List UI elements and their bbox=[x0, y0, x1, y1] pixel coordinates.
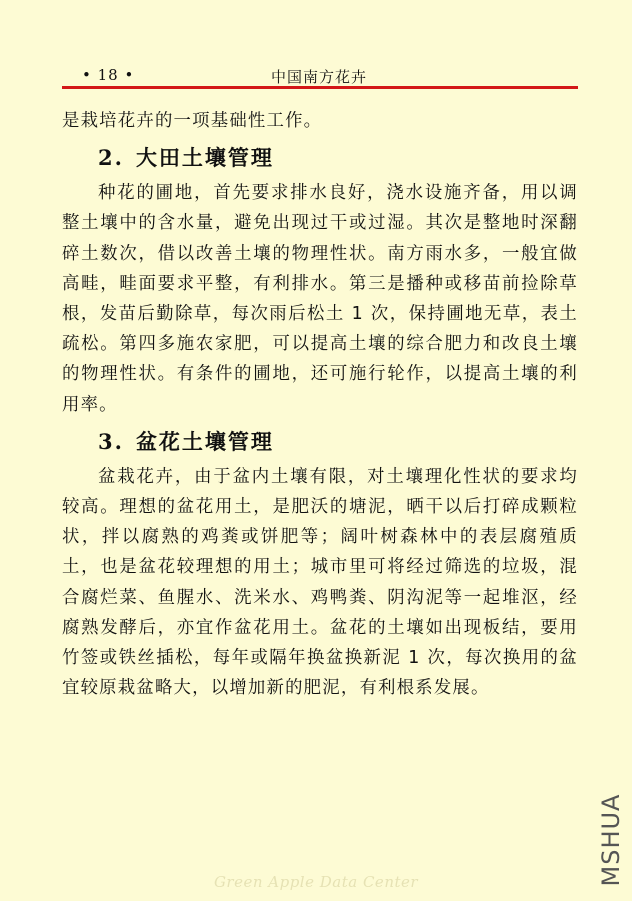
section-2-heading bbox=[62, 140, 578, 176]
section-3-heading bbox=[62, 424, 578, 460]
section-3-number: 3. bbox=[98, 428, 124, 454]
page-header bbox=[62, 64, 576, 86]
section-2-title: 大田土壤管理 bbox=[135, 146, 274, 171]
running-title: 中国南方花卉 bbox=[270, 68, 367, 86]
intro-line: 是栽培花卉的一项基础性工作。 bbox=[62, 111, 323, 131]
side-watermark-text: MSHUA bbox=[597, 793, 625, 887]
section-2-number: 2. bbox=[98, 145, 124, 171]
header-rule bbox=[62, 86, 578, 89]
page-content bbox=[62, 106, 578, 703]
section-3-title: 盆花土壤管理 bbox=[135, 429, 274, 454]
section-2-paragraph: 种花的圃地，首先要求排水良好，浇水设施齐备，用以调整土壤中的含水量，避免出现过干或过湿。其次是整地时深翻碎土数次，借以改善土壤的物理性状。南方雨水多，一般宜做高畦，畦面要求平整，有利排水。第三是播种或移苗前捡除草根，发苗后勤除草，每次雨后松土 1 次，保持圃地无草，表土疏松。第四多施农家肥，可以提高土壤的综合肥力和改良土壤的物理性状。有条件的圃地，还可施行轮作，以提高土壤的利用率。 bbox=[62, 183, 578, 415]
section-3-paragraph: 盆栽花卉，由于盆内土壤有限，对土壤理化性状的要求均较高。理想的盆花用土，是肥沃的塘泥，晒干以后打碎成颗粒状，拌以腐熟的鸡粪或饼肥等；阔叶树森林中的表层腐殖质土，也是盆花较理想的用土；城市里可将经过筛选的垃圾，混合腐烂菜、鱼腥水、洗米水、鸡鸭粪、阴沟泥等一起堆沤，经腐熟发酵后，亦宜作盆花用土。盆花的土壤如出现板结，要用竹签或铁丝插松，每年或隔年换盆换新泥 1 次，每次换用的盆宜较原栽盆略大，以增加新的肥泥，有利根系发展。 bbox=[62, 466, 578, 699]
page-number: • 18 • bbox=[82, 66, 135, 84]
footer-watermark: Green Apple Data Center bbox=[213, 873, 419, 891]
